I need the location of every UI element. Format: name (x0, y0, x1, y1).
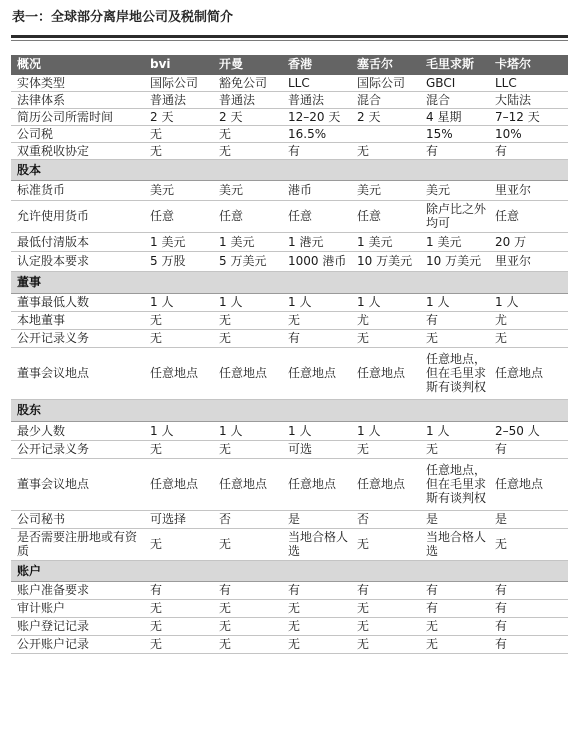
offshore-comparison-table (11, 55, 568, 654)
table-row (11, 581, 568, 599)
table-cell: 无 (213, 142, 282, 159)
section-title: 股本 (11, 159, 568, 180)
table-cell: 里亚尔 (489, 251, 568, 271)
table-cell: 任意地点 (351, 458, 420, 510)
table-cell: 当地合格人选 (282, 528, 351, 560)
table-cell: 1000 港币 (282, 251, 351, 271)
table-cell: 1 人 (351, 293, 420, 311)
table-cell: 任意地点，但在毛里求斯有谈判权 (420, 347, 489, 399)
row-label: 账户准备要求 (11, 581, 144, 599)
table-cell: 任意 (351, 200, 420, 232)
header-jurisdiction: 开曼 (213, 55, 282, 74)
table-cell: 任意地点 (144, 458, 213, 510)
table-cell: 无 (282, 617, 351, 635)
table-cell: 无 (144, 635, 213, 653)
table-cell: 当地合格人选 (420, 528, 489, 560)
table-cell: 普通法 (144, 91, 213, 108)
section-title: 股东 (11, 399, 568, 421)
table-cell: 1 美元 (144, 232, 213, 251)
table-cell: 5 万股 (144, 251, 213, 271)
table-cell: 否 (351, 510, 420, 528)
table-cell: 混合 (420, 91, 489, 108)
table-cell: 无 (213, 617, 282, 635)
table-cell: 有 (420, 599, 489, 617)
table-cell: 无 (144, 142, 213, 159)
table-cell: 任意地点 (489, 347, 568, 399)
table-cell: 无 (213, 125, 282, 142)
table-cell: 任意地点，但在毛里求斯有谈判权 (420, 458, 489, 510)
table-cell: 任意地点 (282, 347, 351, 399)
table-cell: LLC (282, 74, 351, 91)
table-cell: 有 (489, 581, 568, 599)
table-row (11, 125, 568, 142)
table-cell: 1 人 (351, 421, 420, 440)
table-cell: 无 (420, 440, 489, 458)
table-cell: 任意地点 (351, 347, 420, 399)
table-cell: 无 (489, 329, 568, 347)
row-label: 公开记录义务 (11, 440, 144, 458)
header-overview: 概况 (11, 55, 144, 74)
table-cell: 任意地点 (213, 458, 282, 510)
table-row (11, 440, 568, 458)
table-cell: 无 (213, 635, 282, 653)
table-row (11, 180, 568, 200)
row-label: 双重税收协定 (11, 142, 144, 159)
row-label: 法律体系 (11, 91, 144, 108)
table-row (11, 200, 568, 232)
table-cell: 10 万美元 (420, 251, 489, 271)
table-cell: 除卢比之外均可 (420, 200, 489, 232)
row-label: 审计账户 (11, 599, 144, 617)
table-cell: 无 (213, 329, 282, 347)
table-cell: 2 天 (144, 108, 213, 125)
header-jurisdiction: 卡塔尔 (489, 55, 568, 74)
table-cell: 可选择 (144, 510, 213, 528)
table-cell: 无 (144, 440, 213, 458)
table-cell: 1 人 (213, 293, 282, 311)
row-label: 允许使用货币 (11, 200, 144, 232)
table-cell: 无 (489, 528, 568, 560)
row-label: 本地董事 (11, 311, 144, 329)
table-cell: 有 (489, 142, 568, 159)
table-cell: 5 万美元 (213, 251, 282, 271)
table-cell: 1 人 (282, 421, 351, 440)
table-cell: 美元 (351, 180, 420, 200)
table-cell: 1 人 (420, 293, 489, 311)
table-cell: 无 (351, 142, 420, 159)
table-cell: 任意 (213, 200, 282, 232)
table-cell: 无 (144, 329, 213, 347)
table-cell: LLC (489, 74, 568, 91)
table-caption: 表一：全球部分离岸地公司及税制简介 (12, 10, 234, 25)
row-label: 公开记录义务 (11, 329, 144, 347)
header-jurisdiction: bvi (144, 55, 213, 74)
table-row (11, 599, 568, 617)
table-row (11, 91, 568, 108)
table-cell: 任意地点 (213, 347, 282, 399)
table-row (11, 510, 568, 528)
table-row (11, 108, 568, 125)
table-cell: 1 人 (282, 293, 351, 311)
table-cell: 任意地点 (144, 347, 213, 399)
table-cell: 混合 (351, 91, 420, 108)
table-cell: 无 (351, 599, 420, 617)
table-cell: 有 (213, 581, 282, 599)
row-label: 标准货币 (11, 180, 144, 200)
table-cell: 否 (213, 510, 282, 528)
table-cell: 有 (489, 635, 568, 653)
table-cell: 2–50 人 (489, 421, 568, 440)
row-label: 董事会议地点 (11, 347, 144, 399)
table-cell: 10% (489, 125, 568, 142)
table-cell: 任意 (144, 200, 213, 232)
table-cell: 10 万美元 (351, 251, 420, 271)
table-cell: 7–12 天 (489, 108, 568, 125)
table-cell: 无 (351, 329, 420, 347)
table-cell: 无 (351, 617, 420, 635)
table-cell: 大陆法 (489, 91, 568, 108)
table-cell: 有 (489, 599, 568, 617)
table-body (11, 55, 568, 653)
table-row (11, 251, 568, 271)
table-cell: 可选 (282, 440, 351, 458)
table-cell: 无 (213, 440, 282, 458)
table-row (11, 347, 568, 399)
table-cell: 1 人 (144, 421, 213, 440)
section-title: 账户 (11, 560, 568, 581)
table-cell: 有 (420, 142, 489, 159)
table-cell: 无 (144, 528, 213, 560)
table-row (11, 421, 568, 440)
table-cell: 任意地点 (489, 458, 568, 510)
table-cell: 1 人 (420, 421, 489, 440)
table-row (11, 458, 568, 510)
table-cell: 国际公司 (144, 74, 213, 91)
table-row (11, 74, 568, 91)
table-row (11, 617, 568, 635)
row-label: 最低付清版本 (11, 232, 144, 251)
table-cell: 任意地点 (282, 458, 351, 510)
table-cell: 豁免公司 (213, 74, 282, 91)
table-cell: 普通法 (282, 91, 351, 108)
row-label: 董事最低人数 (11, 293, 144, 311)
table-cell: 有 (489, 440, 568, 458)
table-row (11, 142, 568, 159)
table-cell: 有 (489, 617, 568, 635)
table-row (11, 329, 568, 347)
table-cell: 国际公司 (351, 74, 420, 91)
table-cell: 16.5% (282, 125, 351, 142)
table-cell: 无 (213, 599, 282, 617)
section-header-row (11, 271, 568, 293)
table-row (11, 232, 568, 251)
table-cell: 无 (351, 440, 420, 458)
table-cell: 4 星期 (420, 108, 489, 125)
row-label: 公司税 (11, 125, 144, 142)
table-cell: 2 天 (213, 108, 282, 125)
table-cell: 无 (213, 528, 282, 560)
table-cell: 是 (420, 510, 489, 528)
table-cell: 有 (420, 311, 489, 329)
table-cell: 1 港元 (282, 232, 351, 251)
table-cell: GBCI (420, 74, 489, 91)
row-label: 简历公司所需时间 (11, 108, 144, 125)
table-row (11, 293, 568, 311)
row-label: 董事会议地点 (11, 458, 144, 510)
caption-rule-thick (11, 35, 568, 38)
table-cell: 1 人 (213, 421, 282, 440)
table-cell: 20 万 (489, 232, 568, 251)
table-cell: 无 (420, 635, 489, 653)
row-label: 公司秘书 (11, 510, 144, 528)
table-cell: 1 美元 (213, 232, 282, 251)
table-cell: 是 (489, 510, 568, 528)
table-cell: 无 (351, 528, 420, 560)
table-cell: 有 (282, 581, 351, 599)
header-row (11, 55, 568, 74)
table-cell: 1 美元 (351, 232, 420, 251)
table-cell: 美元 (144, 180, 213, 200)
table-cell: 有 (144, 581, 213, 599)
section-header-row (11, 159, 568, 180)
table-cell: 有 (351, 581, 420, 599)
caption-rule-thin (11, 40, 568, 41)
row-label: 实体类型 (11, 74, 144, 91)
section-header-row (11, 560, 568, 581)
row-label: 是否需要注册地或有资质 (11, 528, 144, 560)
table-cell: 无 (420, 329, 489, 347)
table-cell (351, 125, 420, 142)
table-cell: 任意 (489, 200, 568, 232)
table-cell: 有 (420, 581, 489, 599)
table-cell: 15% (420, 125, 489, 142)
table-cell: 无 (144, 617, 213, 635)
table-cell: 美元 (420, 180, 489, 200)
table-cell: 无 (420, 617, 489, 635)
row-label: 认定股本要求 (11, 251, 144, 271)
table-cell: 1 人 (489, 293, 568, 311)
header-jurisdiction: 毛里求斯 (420, 55, 489, 74)
table-cell: 美元 (213, 180, 282, 200)
table-cell: 1 美元 (420, 232, 489, 251)
table-cell: 有 (282, 142, 351, 159)
table-cell: 无 (282, 599, 351, 617)
table-cell: 尤 (351, 311, 420, 329)
row-label: 账户登记记录 (11, 617, 144, 635)
table-cell: 无 (351, 635, 420, 653)
table-row (11, 311, 568, 329)
table-cell: 无 (144, 311, 213, 329)
table-row (11, 635, 568, 653)
table-cell: 里亚尔 (489, 180, 568, 200)
row-label: 最少人数 (11, 421, 144, 440)
table-cell: 尤 (489, 311, 568, 329)
table-cell: 港币 (282, 180, 351, 200)
table-cell: 是 (282, 510, 351, 528)
section-title: 董事 (11, 271, 568, 293)
table-cell: 有 (282, 329, 351, 347)
table-cell: 普通法 (213, 91, 282, 108)
header-jurisdiction: 塞舌尔 (351, 55, 420, 74)
table-cell: 无 (144, 125, 213, 142)
table-cell: 2 天 (351, 108, 420, 125)
table-cell: 无 (144, 599, 213, 617)
table-cell: 无 (282, 311, 351, 329)
table-cell: 任意 (282, 200, 351, 232)
table-cell: 无 (213, 311, 282, 329)
section-header-row (11, 399, 568, 421)
table-cell: 12–20 天 (282, 108, 351, 125)
table-row (11, 528, 568, 560)
header-jurisdiction: 香港 (282, 55, 351, 74)
row-label: 公开账户记录 (11, 635, 144, 653)
table-cell: 无 (282, 635, 351, 653)
table-cell: 1 人 (144, 293, 213, 311)
